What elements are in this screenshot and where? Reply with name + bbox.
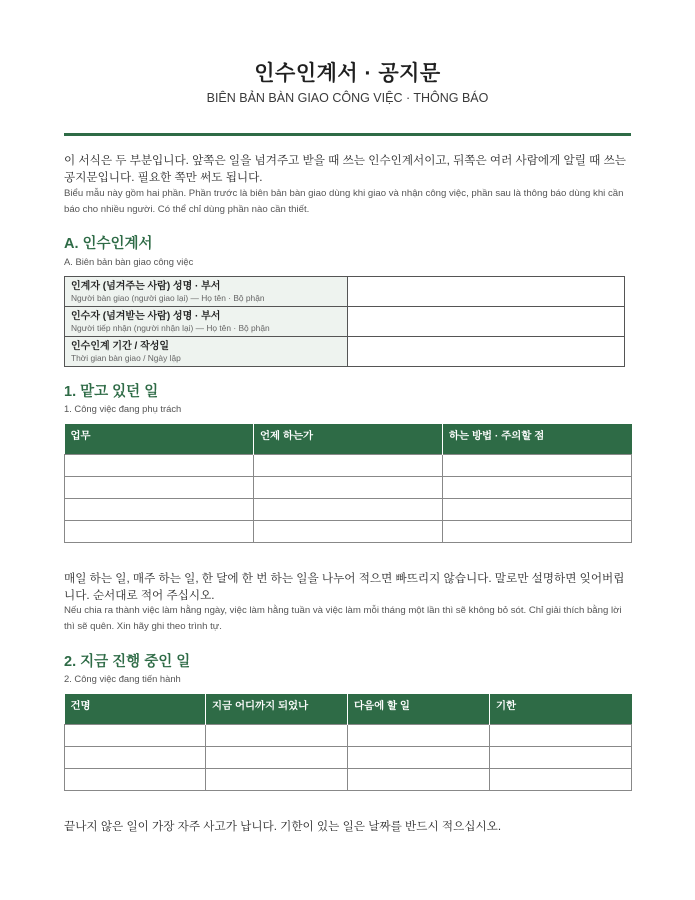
- document-subtitle: BIÊN BẢN BÀN GIAO CÔNG VIỆC · THÔNG BÁO: [206, 91, 489, 105]
- info-label-cell: [65, 277, 348, 307]
- column-label: 업무: [70, 431, 91, 442]
- column-label: 하는 방법 · 주의할 점: [449, 431, 545, 442]
- table-cell[interactable]: [254, 455, 443, 477]
- table-cell[interactable]: [348, 747, 490, 769]
- duties-col-when: [254, 424, 443, 455]
- table-cell[interactable]: [254, 521, 443, 543]
- info-row-receiver: [65, 307, 625, 337]
- section-1-subheading: 1. Công việc đang phụ trách: [64, 403, 182, 414]
- ongoing-col-progress: [206, 694, 348, 725]
- ongoing-col-deadline: [490, 694, 632, 725]
- intro-korean: 이 서식은 두 부분입니다. 앞쪽은 일을 넘겨주고 받을 때 쓰는 인수인계서이고, 뒤쪽은 여러 사람에게 알릴 때 쓰는 공지문입니다. 필요한 쪽만 써도 됩니다.: [64, 154, 626, 184]
- column-label: 다음에 할 일: [354, 701, 410, 712]
- info-label-cell: [65, 307, 348, 337]
- table-cell[interactable]: [65, 725, 206, 747]
- ongoing-col-subject: [65, 694, 206, 725]
- table-cell[interactable]: [490, 725, 632, 747]
- section-2-subheading: 2. Công việc đang tiến hành: [64, 673, 181, 684]
- table-cell[interactable]: [443, 499, 632, 521]
- giver-label-translation: Người bàn giao (người giao lại) — Họ tên · Bộ phận: [71, 292, 265, 303]
- column-label: 건명: [70, 701, 91, 712]
- column-label: 지금 어디까지 되었나: [212, 701, 309, 712]
- period-value-field[interactable]: [348, 337, 625, 367]
- table-cell[interactable]: [443, 477, 632, 499]
- table-cell[interactable]: [65, 521, 254, 543]
- table-cell[interactable]: [443, 521, 632, 543]
- table-cell[interactable]: [254, 477, 443, 499]
- table-cell[interactable]: [65, 477, 254, 499]
- receiver-value-field[interactable]: [348, 307, 625, 337]
- table-cell[interactable]: [65, 769, 206, 791]
- duties-note-korean: 매일 하는 일, 매주 하는 일, 한 달에 한 번 하는 일을 나누어 적으면 빠뜨리지 않습니다. 말로만 설명하면 잊어버립니다. 순서대로 적어 주십시오.: [64, 572, 625, 602]
- duties-col-task: [65, 424, 254, 455]
- table-cell[interactable]: [65, 747, 206, 769]
- info-row-giver: [65, 277, 625, 307]
- giver-value-field[interactable]: [348, 277, 625, 307]
- info-label-cell: [65, 337, 348, 367]
- ongoing-header-row: [65, 694, 632, 725]
- table-cell[interactable]: [348, 769, 490, 791]
- info-row-period: [65, 337, 625, 367]
- table-row: [65, 521, 632, 543]
- table-cell[interactable]: [348, 725, 490, 747]
- table-row: [65, 499, 632, 521]
- receiver-label: 인수자 (넘겨받는 사람) 성명 · 부서: [71, 310, 221, 322]
- giver-label: 인계자 (넘겨주는 사람) 성명 · 부서: [71, 280, 221, 292]
- section-2-heading: 2. 지금 진행 중인 일: [64, 654, 191, 670]
- table-cell[interactable]: [490, 747, 632, 769]
- duties-table: [64, 424, 632, 543]
- table-row: [65, 769, 632, 791]
- table-row: [65, 725, 632, 747]
- period-label-translation: Thời gian bàn giao / Ngày lập: [71, 352, 181, 363]
- column-label: 기한: [496, 701, 517, 712]
- ongoing-note-korean: 끝나지 않은 일이 가장 자주 사고가 납니다. 기한이 있는 일은 날짜를 반드시 적으십시오.: [64, 820, 502, 833]
- duties-note-vietnamese: Nếu chia ra thành việc làm hằng ngày, việc làm hằng tuần và việc làm mỗi tháng một lần thì sẽ không bỏ sót. Chỉ giải thích bằng lời thì sẽ quên. Xin hãy ghi theo trình tự.: [64, 605, 622, 632]
- table-row: [65, 477, 632, 499]
- duties-col-method: [443, 424, 632, 455]
- receiver-label-translation: Người tiếp nhận (người nhận lại) — Họ tên · Bộ phận: [71, 322, 270, 333]
- table-cell[interactable]: [206, 747, 348, 769]
- handover-info-table: [64, 276, 625, 367]
- section-a-subheading: A. Biên bản bàn giao công việc: [64, 256, 194, 267]
- section-1-heading: 1. 맡고 있던 일: [64, 384, 159, 400]
- table-row: [65, 455, 632, 477]
- table-cell[interactable]: [206, 769, 348, 791]
- period-label: 인수인계 기간 / 작성일: [71, 340, 170, 352]
- header-divider: [64, 133, 631, 136]
- table-cell[interactable]: [254, 499, 443, 521]
- table-cell[interactable]: [206, 725, 348, 747]
- table-cell[interactable]: [65, 499, 254, 521]
- section-a-heading: A. 인수인계서: [64, 236, 153, 252]
- ongoing-col-next: [348, 694, 490, 725]
- intro-vietnamese: Biểu mẫu này gồm hai phần. Phần trước là biên bản bàn giao dùng khi giao và nhận công việc, phần sau là thông báo dùng khi cần báo cho nhiều người. Có thể chỉ dùng phần nào cần thiết.: [64, 188, 624, 215]
- ongoing-work-table: [64, 694, 632, 791]
- duties-header-row: [65, 424, 632, 455]
- table-cell[interactable]: [443, 455, 632, 477]
- document-title: 인수인계서 · 공지문: [254, 62, 441, 85]
- column-label: 언제 하는가: [260, 431, 314, 442]
- table-cell[interactable]: [490, 769, 632, 791]
- table-row: [65, 747, 632, 769]
- table-cell[interactable]: [65, 455, 254, 477]
